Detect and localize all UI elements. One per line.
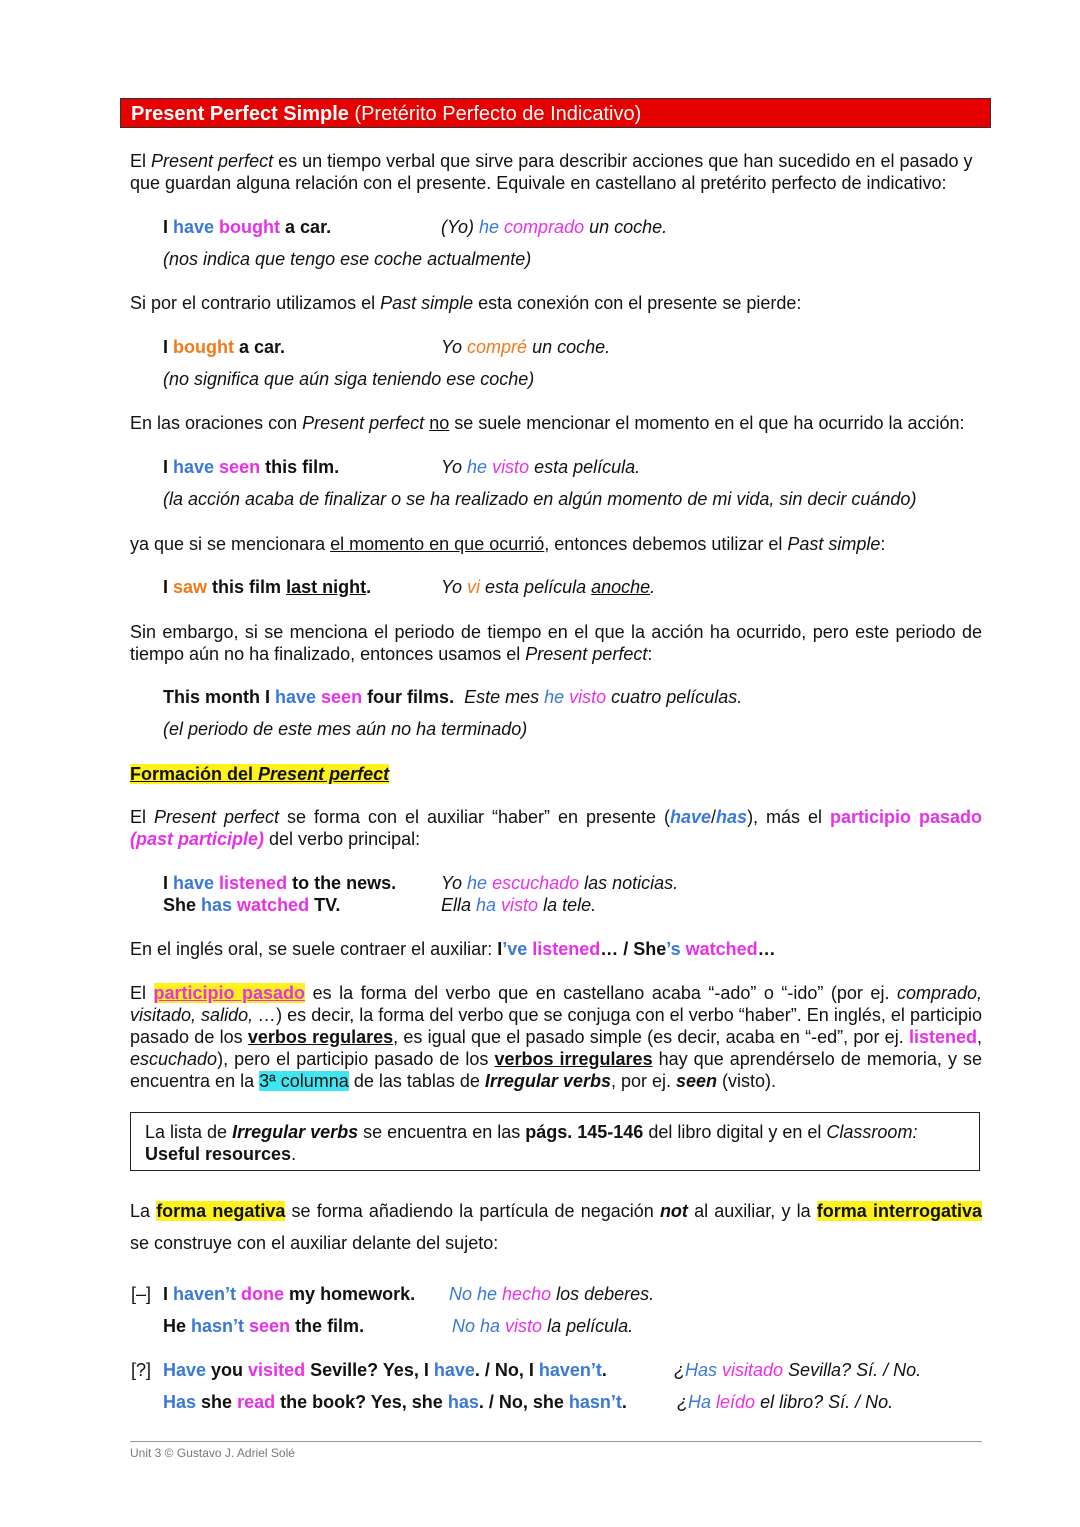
interrogative-row-2-es: ¿Ha leído el libro? Sí. / No.: [677, 1392, 894, 1412]
example-4-es: Yo vi esta película anoche.: [441, 577, 656, 597]
example-3-es: Yo he visto esta película.: [441, 457, 641, 477]
footer-divider: [130, 1441, 982, 1442]
section-title-bar: [120, 98, 991, 128]
paragraph-formation: El Present perfect se forma con el auxiliar “haber” en presente (have/has), más el participio pasado (past participle) del verbo principal:: [130, 807, 983, 849]
paragraph-period: Sin embargo, si se menciona el periodo de tiempo en el que la acción ha ocurrido, pero este periodo de tiempo aún no ha finalizado, entonces usamos el Present perfect:: [130, 622, 982, 664]
example-1-es: (Yo) he comprado un coche.: [441, 217, 668, 237]
irregular-verbs-box-text: La lista de Irregular verbs se encuentra en las págs. 145-146 del libro digital y en el Classroom: Useful resources.: [145, 1122, 918, 1164]
example-3-note: (la acción acaba de finalizar o se ha realizado en algún momento de mi vida, sin decir cuándo): [163, 489, 917, 509]
paragraph-contraction: En el inglés oral, se suele contraer el auxiliar: I’ve listened… / She’s watched…: [130, 939, 776, 959]
paragraph-past-simple: Si por el contrario utilizamos el Past simple esta conexión con el presente se pierde:: [130, 293, 802, 313]
example-6-row-1-en: I have listened to the news.: [163, 873, 397, 893]
example-2-es: Yo compré un coche.: [441, 337, 611, 357]
negative-row-2-en: He hasn’t seen the film.: [163, 1316, 365, 1336]
example-5-note: (el periodo de este mes aún no ha terminado): [163, 719, 528, 739]
example-2-note: (no significa que aún siga teniendo ese coche): [163, 369, 535, 389]
negative-mark: [–]: [131, 1284, 152, 1304]
interrogative-row-1-es: ¿Has visitado Sevilla? Sí. / No.: [674, 1360, 922, 1380]
paragraph-moment: ya que si se mencionara el momento en que ocurrió, entonces debemos utilizar el Past simple:: [130, 534, 886, 554]
intro-paragraph: El Present perfect es un tiempo verbal que sirve para describir acciones que han sucedido en el pasado y que guardan alguna relación con el presente. Equivale en castellano al pretérito perfecto de indicativo:: [130, 151, 973, 193]
footer-text: Unit 3 © Gustavo J. Adriel Solé: [130, 1446, 295, 1460]
example-6-row-1-es: Yo he escuchado las noticias.: [441, 873, 679, 893]
example-6-row-2-en: She has watched TV.: [163, 895, 341, 915]
example-1-note: (nos indica que tengo ese coche actualmente): [163, 249, 532, 269]
paragraph-negative-interrogative: La forma negativa se forma añadiendo la partícula de negación not al auxiliar, y la forma interrogativa se construye con el auxiliar delante del sujeto:: [130, 1201, 982, 1253]
interrogative-row-2-en: Has she read the book? Yes, she has. / No, she hasn’t.: [163, 1392, 627, 1412]
interrogative-row-1-en: Have you visited Seville? Yes, I have. / No, I haven’t.: [163, 1360, 607, 1380]
interrogative-mark: [?]: [131, 1360, 152, 1380]
example-6-row-2-es: Ella ha visto la tele.: [441, 895, 597, 915]
formation-heading: Formación del Present perfect: [130, 764, 390, 784]
example-4-en: I saw this film last night.: [163, 577, 372, 597]
example-1-en: I have bought a car.: [163, 217, 332, 237]
irregular-verbs-box: [130, 1112, 980, 1171]
negative-row-1-en: I haven’t done my homework.: [163, 1284, 416, 1304]
example-2-en: I bought a car.: [163, 337, 286, 357]
section-title-rest: (Pretérito Perfecto de Indicativo): [348, 103, 642, 125]
paragraph-no-moment: En las oraciones con Present perfect no se suele mencionar el momento en el que ha ocurrido la acción:: [130, 413, 965, 433]
example-5: This month I have seen four films. Este mes he visto cuatro películas.: [163, 687, 743, 707]
paragraph-participle: El participio pasado es la forma del verbo que en castellano acaba “-ado” o “-ido” (por ej. comprado, visitado, salido, …) es decir, la forma del verbo que se conjuga con el verbo “haber”. En inglés, el participio pasado de los verbos regulares, es igual que el pasado simple (es decir, acaba en “-ed”, por ej. listened, escuchado), pero el participio pasado de los verbos irregulares hay que aprendérselo de memoria, y se encuentra en la 3ª columna de las tablas de Irregular verbs, por ej. seen (visto).: [130, 983, 983, 1091]
example-3-en: I have seen this film.: [163, 457, 340, 477]
negative-row-2-es: No ha visto la película.: [452, 1316, 634, 1336]
negative-row-1-es: No he hecho los deberes.: [449, 1284, 655, 1304]
section-title-bold: Present Perfect Simple: [131, 103, 349, 125]
